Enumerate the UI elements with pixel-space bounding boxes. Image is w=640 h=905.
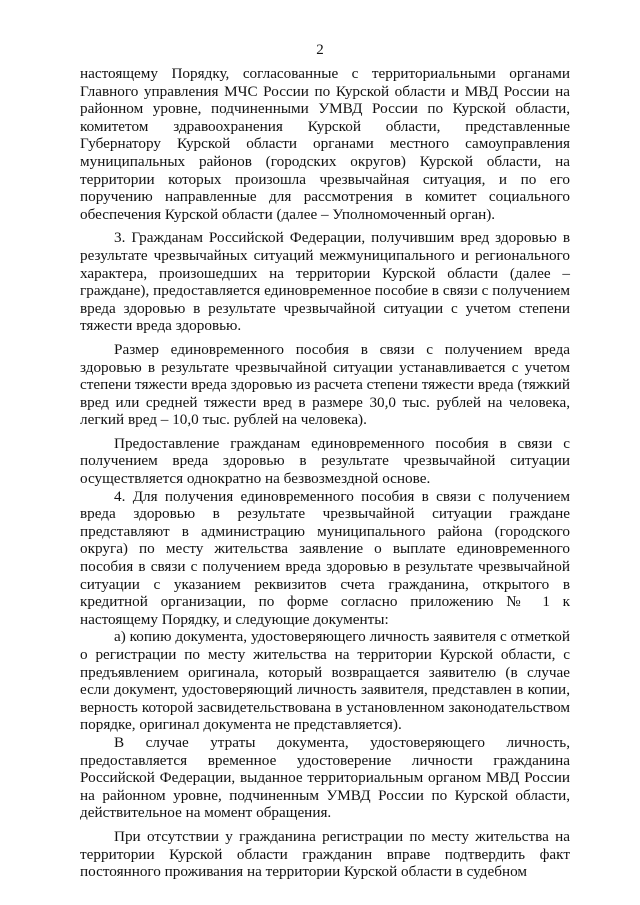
paragraph-lost-document: В случае утраты документа, удостоверяющего личность, предоставляется временное удостоверение личности гражданина Российской Федерации, выданное территориальным органом МВД России на районном уровне, подчиненным УМВД России по Курской области, действительное на момент обращения. bbox=[80, 733, 570, 822]
paragraph-no-registration: При отсутствии у гражданина регистрации по месту жительства на территории Курской области гражданин вправе подтвердить факт постоянного проживания на территории Курской области в судебном bbox=[80, 827, 570, 881]
paragraph-subitem-a: а) копию документа, удостоверяющего личность заявителя с отметкой о регистрации по месту жительства на территории Курской области, с предъявлением оригинала, который возвращается заявителю (в случае если документ, удостоверяющий личность заявителя, представлен в копии, верность которой засвидетельствована в установленном законодательством порядке, оригинал документа не представляется). bbox=[80, 628, 570, 734]
paragraph-benefit-provision: Предоставление гражданам единовременного пособия в связи с получением вреда здоровью в результате чрезвычайной ситуации осуществляется однократно на безвозмездной основе. bbox=[80, 434, 570, 488]
paragraph-item-4: 4. Для получения единовременного пособия в связи с получением вреда здоровью в результате чрезвычайной ситуации граждане представляют в администрацию муниципального района (городского округа) по месту жительства заявление о выплате единовременного пособия в связи с получением вреда здоровью в результате чрезвычайной ситуации с указанием реквизитов счета гражданина, открытого в кредитной организации, по форме согласно приложению № 1 к настоящему Порядку, и следующие документы: bbox=[80, 487, 570, 628]
paragraph-continuation: настоящему Порядку, согласованные с территориальными органами Главного управления МЧС России по Курской области и МВД России на районном уровне, подчиненными УМВД России по Курской области, комитетом здравоохранения Курской области, представленные Губернатору Курской области органами местного самоуправления муниципальных районов (городских округов) Курской области, на территории которых произошла чрезвычайная ситуация, и по его поручению направленные для рассмотрения в комитет социального обеспечения Курской области (далее – Уполномоченный орган). bbox=[80, 65, 570, 223]
paragraph-benefit-amount: Размер единовременного пособия в связи с получением вреда здоровью в результате чрезвычайной ситуации устанавливается с учетом степени тяжести вреда здоровью из расчета степени тяжести вреда (тяжкий вред или средней тяжести вред в размере 30,0 тыс. рублей на человека, легкий вред – 10,0 тыс. рублей на человека). bbox=[80, 340, 571, 429]
paragraph-item-3: 3. Гражданам Российской Федерации, получившим вред здоровью в результате чрезвычайных ситуаций межмуниципального и регионального характера, произошедших на территории Курской области (далее – граждане), предоставляется единовременное пособие в связи с получением вреда здоровью в результате чрезвычайной ситуации с учетом степени тяжести вреда здоровью. bbox=[80, 229, 570, 335]
page-number: 2 bbox=[316, 42, 324, 58]
document-body bbox=[80, 65, 570, 881]
